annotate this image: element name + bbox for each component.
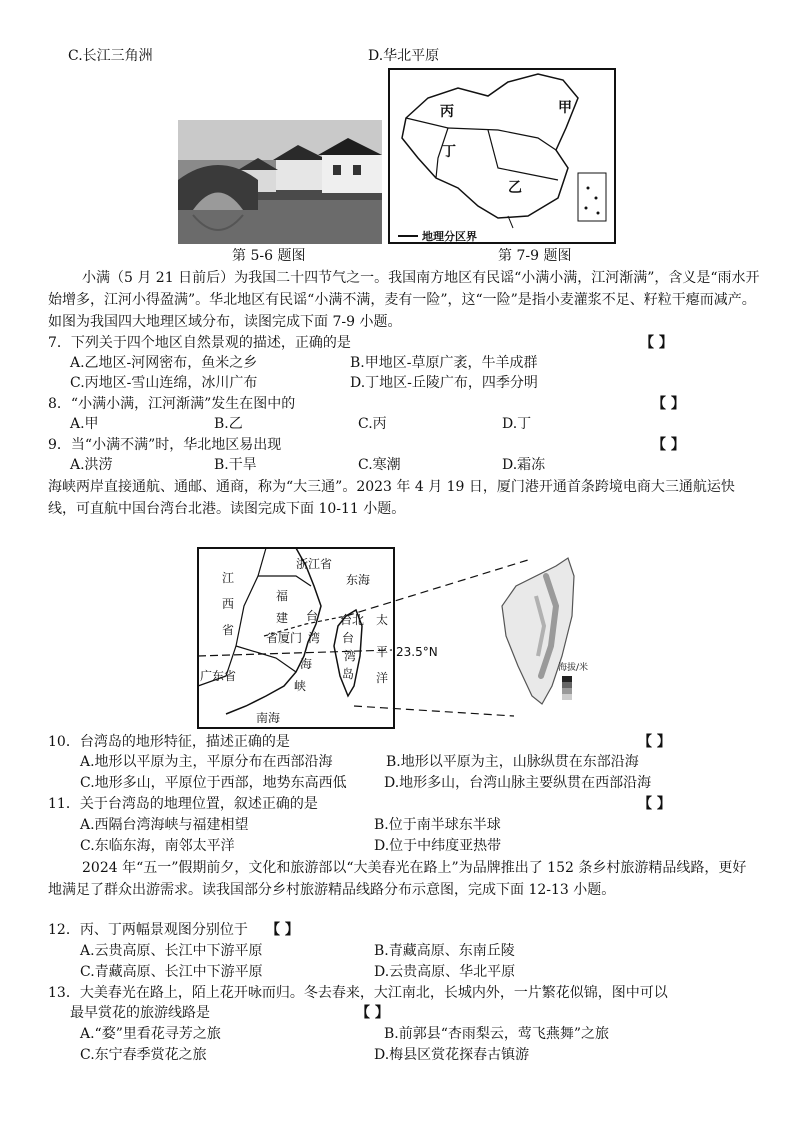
option-c-top: C.长江三角洲: [68, 48, 153, 64]
strait-label-2: 湾: [308, 631, 321, 645]
q13-option-c: C.东宁春季赏花之旅: [80, 1047, 207, 1063]
q9-stem: 9．当“小满不满”时，华北地区易出现: [48, 437, 282, 453]
water-town-photo: [178, 120, 382, 244]
taiwan-island-label-2: 湾: [344, 649, 357, 663]
pacific-label-1: 太: [376, 613, 389, 627]
photo-caption: 第 5-6 题图: [232, 248, 306, 264]
xiamen-label: 厦门: [278, 631, 303, 645]
q13-stem-line1: 13．大美春光在路上，陌上花开咏而归。冬去春来，大江南北，长城内外，一片繁花似锦，图中可以: [48, 985, 668, 1001]
q12-stem: 12．丙、丁两幅景观图分别位于: [48, 922, 248, 938]
taiwan-island-label-1: 台: [342, 631, 355, 645]
q9-answer-bracket: 【 】: [652, 437, 685, 453]
q10-option-b: B.地形以平原为主，山脉纵贯在东部沿海: [386, 754, 639, 770]
jiangxi-label-1: 江: [222, 571, 235, 585]
q8-option-c: C.丙: [358, 416, 387, 432]
q13-option-d: D.梅县区赏花探春古镇游: [374, 1047, 530, 1063]
q8-stem: 8．“小满小满，江河渐满”发生在图中的: [48, 396, 296, 412]
q12-option-c: C.青藏高原、长江中下游平原: [80, 964, 263, 980]
taiwan-island-label-3: 岛: [342, 667, 355, 681]
q11-option-b: B.位于南半球东半球: [374, 817, 501, 833]
east-sea-label: 东海: [346, 573, 371, 587]
guangdong-label: 广东省: [200, 669, 237, 683]
china-regions-map: [388, 68, 616, 244]
strait-label-1: 台: [306, 609, 319, 623]
q10-option-c: C.地形多山，平原位于西部，地势东高西低: [80, 775, 347, 791]
q10-answer-bracket: 【 】: [638, 734, 671, 750]
q7-stem: 7．下列关于四个地区自然景观的描述，正确的是: [48, 335, 351, 351]
q12-option-d: D.云贵高原、华北平原: [374, 964, 516, 980]
q9-option-b: B.干旱: [214, 457, 257, 473]
pacific-label-2: 平: [376, 645, 389, 659]
q13-stem-line2: 最早赏花的旅游线路是: [70, 1005, 210, 1021]
q13-answer-bracket: 【 】: [356, 1005, 389, 1021]
q8-answer-bracket: 【 】: [652, 396, 685, 412]
fujian-label-3: 省: [266, 631, 279, 645]
zhejiang-label: 浙江省: [296, 557, 333, 571]
q12-answer-bracket: 【 】: [266, 922, 299, 938]
q11-option-a: A.西隔台湾海峡与福建相望: [80, 817, 249, 833]
q10-option-d: D.地形多山，台湾山脉主要纵贯在西部沿海: [384, 775, 652, 791]
q13-option-b: B.前郭县“杏雨梨云，莺飞燕舞”之旅: [384, 1026, 610, 1042]
map-caption-7-9: 第 7-9 题图: [498, 248, 572, 264]
q13-option-a: A.“婺”里看花寻芳之旅: [80, 1026, 221, 1042]
q10-option-a: A.地形以平原为主，平原分布在西部沿海: [80, 754, 333, 770]
q11-option-c: C.东临东海，南邻太平洋: [80, 838, 235, 854]
jiangxi-label-2: 西: [222, 597, 235, 611]
strait-label-4: 峡: [294, 679, 307, 693]
passage-xiaoman: 小满（5 月 21 日前后）为我国二十四节气之一。我国南方地区有民谣“小满小满，江河渐满”，含义是“雨水开始增多，江河小得盈满”。华北地区有民谣“小满不满，麦有一险”，这“一险”是指小麦灌浆不足、籽粒干瘪而减产。如图为我国四大地理区域分布，读图完成下面 7-9 小题。: [48, 270, 760, 330]
q8-option-d: D.丁: [502, 416, 532, 432]
q8-option-a: A.甲: [70, 416, 99, 432]
q11-option-d: D.位于中纬度亚热带: [374, 838, 502, 854]
passage-rural-tourism: 2024 年“五一”假期前夕，文化和旅游部以“大美春光在路上”为品牌推出了 152 条乡村旅游精品线路，更好地满足了群众出游需求。读我国部分乡村旅游精品线路分布示意图，完成下面 12-13 小题。: [48, 860, 747, 898]
region-bing-label: 丙: [440, 104, 454, 120]
q7-option-a: A.乙地区-河网密布，鱼米之乡: [70, 355, 258, 371]
q10-stem: 10．台湾岛的地形特征，描述正确的是: [48, 734, 290, 750]
option-d-top: D.华北平原: [368, 48, 440, 64]
region-yi-label: 乙: [508, 180, 522, 196]
south-sea-label: 南海: [256, 711, 281, 725]
q7-option-b: B.甲地区-草原广袤，牛羊成群: [350, 355, 538, 371]
strait-label-3: 海: [300, 657, 313, 671]
q9-option-c: C.寒潮: [358, 457, 401, 473]
jiangxi-label-3: 省: [222, 623, 235, 637]
q7-answer-bracket: 【 】: [640, 335, 673, 351]
q8-option-b: B.乙: [214, 416, 243, 432]
passage-three-links: 海峡两岸直接通航、通邮、通商，称为“大三通”。2023 年 4 月 19 日，厦门港开通首条跨境电商大三通航运快线，可直航中国台湾台北港。读图完成下面 10-11 小题。: [48, 479, 735, 517]
fujian-label-2: 建: [276, 611, 289, 625]
taipei-label: 台北: [340, 613, 365, 627]
q9-option-d: D.霜冻: [502, 457, 546, 473]
q12-option-b: B.青藏高原、东南丘陵: [374, 943, 515, 959]
fujian-label-1: 福: [276, 589, 289, 603]
taiwan-strait-map: [196, 546, 736, 730]
q12-option-a: A.云贵高原、长江中下游平原: [80, 943, 263, 959]
q7-option-d: D.丁地区-丘陵广布，四季分明: [350, 375, 538, 391]
q11-stem: 11．关于台湾岛的地理位置，叙述正确的是: [48, 796, 318, 812]
pacific-label-3: 洋: [376, 671, 389, 685]
elevation-legend-label: 海拔/米: [558, 663, 589, 673]
region-ding-label: 丁: [442, 144, 456, 160]
region-jia-label: 甲: [558, 100, 572, 116]
latitude-label: 23.5°N: [396, 645, 438, 659]
q11-answer-bracket: 【 】: [638, 796, 671, 812]
q9-option-a: A.洪涝: [70, 457, 113, 473]
q7-option-c: C.丙地区-雪山连绵，冰川广布: [70, 375, 258, 391]
legend-boundary-label: 地理分区界: [422, 230, 477, 243]
